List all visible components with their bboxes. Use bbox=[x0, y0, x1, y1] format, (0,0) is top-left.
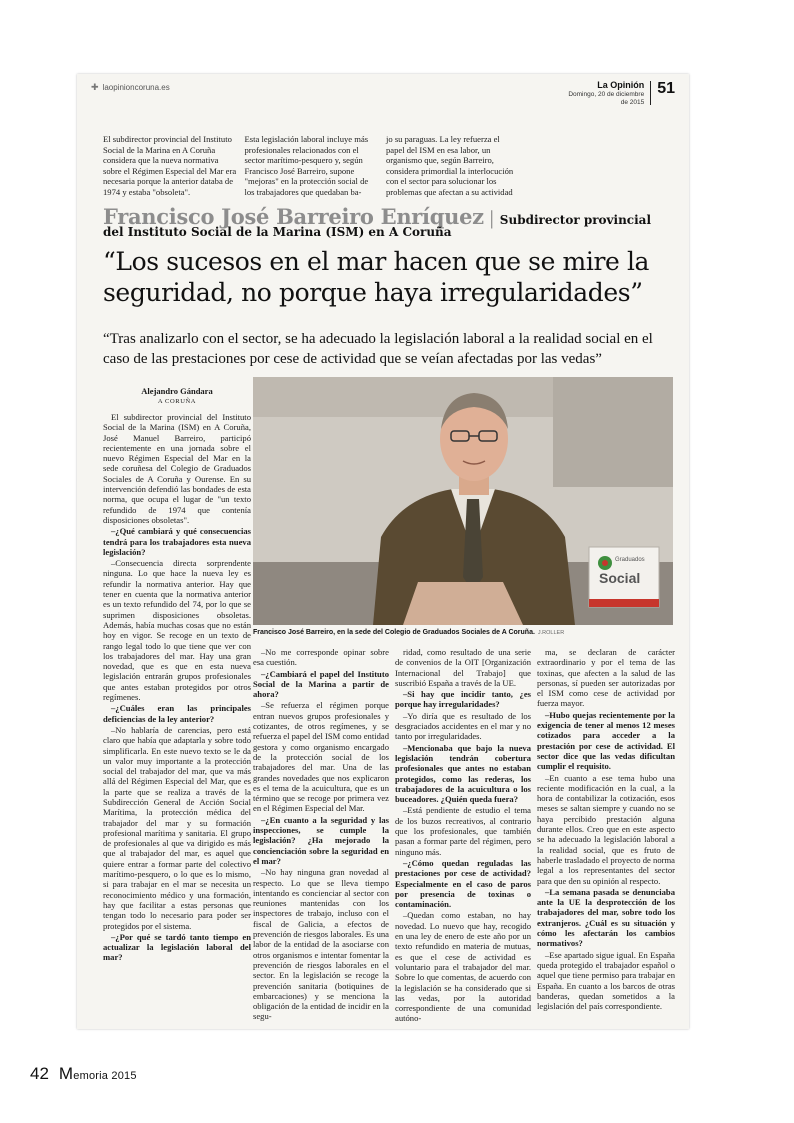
site-url bbox=[91, 82, 170, 93]
interviewee-name: Francisco José Barreiro Enríquez bbox=[103, 204, 484, 229]
body-column-4 bbox=[537, 647, 675, 1012]
interviewee-role-1: Subdirector provincial bbox=[499, 213, 652, 227]
report-title-initial: M bbox=[58, 1064, 74, 1083]
sign-small-text: Graduados bbox=[615, 557, 645, 563]
report-title bbox=[59, 1064, 137, 1084]
page-header bbox=[568, 80, 675, 107]
subheadline: “Tras analizarlo con el sector, se ha adecuado la legislación laboral a la realidad social en el caso de las prestaciones por cese de actividad que se veían afectadas por las vedas” bbox=[103, 331, 653, 367]
newspaper-brand: La Opinión bbox=[597, 80, 645, 90]
lead-intro bbox=[103, 134, 661, 198]
answer: –Se refuerza el régimen porque entran nuevos grupos profesionales y cotizantes, de otros regímenes, y se refuerza el papel del ISM como entidad gestora y como organismo encargado de la protección social de los trabajadores del mar. Una de las grandes novedades que nos explicaron es el tema de la acuicultura, que es un término que se recoge por primera vez en el Régimen Especial del Mar. bbox=[253, 700, 390, 814]
header-meta bbox=[568, 80, 644, 107]
portrait-illustration bbox=[253, 377, 673, 625]
date-line-2: de 2015 bbox=[620, 99, 645, 106]
portrait-photo bbox=[253, 377, 673, 625]
answer: ridad, como resultado de una serie de convenios de la OIT [Organización Internacional del Trabajo] que suscribió España a través de la UE. bbox=[395, 647, 531, 688]
dateline-place: A CORUÑA bbox=[157, 398, 197, 405]
answer: ma, se declaran de carácter extraordinario y por el tema de las toxinas, que afecten a la salud de las personas, sí pueden ser autorizadas por el ISM como cese de actividad por fuerza mayor. bbox=[537, 647, 675, 709]
question: –Mencionaba que bajo la nueva legislación tendrán cobertura profesionales que antes no estaban protegidos, como las rederas, los trabajadores de la acuicultura o los buceadores. ¿Quién queda fuera? bbox=[395, 742, 531, 805]
answer: –En cuanto a ese tema hubo una reciente modificación en la cual, a la hora de contabilizar la cotización, esos meses se saltan siempre y cuando no se haya percibido prestación alguna durante ellos. Creo que en este aspecto se ha adecuado la legislación laboral a la realidad social, que es fruto de haberle trasladado el proyecto de norma legal a los representantes del sector para que den su opinión al respecto. bbox=[537, 772, 675, 886]
question: –¿Por qué se tardó tanto tiempo en actualizar la legislación laboral del mar? bbox=[103, 931, 251, 963]
answer: –No hablaría de carencias, pero está claro que había que adaptarla y sobre todo simplificarla. En este nuevo texto se le da un valor muy importante a la protección social del trabajador del mar, que va más allá del Régimen Especial del Mar, que es la parte que se realiza a través de la Subdirección General de Acción Social Marítima, la protección médica del trabajador del mar y su formación profesional marítima y sanitaria. El grupo de profesionales al que va dirigido es más que al trabajador del mar, es aquel que quiere entrar a formar parte del colectivo marítimo-pesquero, o lo que es lo mismo, si para trabajar en el mar se necesita un reconocimiento médico y una formación, hay que facilitar a estas personas que tengan todo lo necesario para poder ser protegidos por el sistema. bbox=[103, 724, 251, 931]
caption-text: Francisco José Barreiro, en la sede del Colegio de Graduados Sociales de A Coruña. bbox=[253, 629, 535, 636]
paragraph: El subdirector provincial del Instituto Social de la Marina (ISM) en A Coruña, José Manuel Barreiro, participó recientemente en una jornada sobre el nuevo Régimen Especial del Mar en la sede coruñesa del Colegio de Graduados Sociales de A Coruña y Ourense. En su intervención defendió las bondades de esta norma, que ocupa el lugar de "un texto refundido de 1974 que contenía disposiciones obsoletas". bbox=[103, 412, 251, 525]
question: –¿Qué cambiará y qué consecuencias tendrá para los trabajadores esta nueva legislación? bbox=[103, 526, 251, 557]
report-page-number: 42 bbox=[30, 1064, 49, 1083]
report-footer bbox=[30, 1064, 137, 1084]
answer: –Ese apartado sigue igual. En España queda protegido el trabajador español o aquel que tiene permiso para trabajar en España. En cuanto a los barcos de otras banderas, quedan sometidos a la legislación del país correspondiente. bbox=[537, 949, 675, 1012]
plus-icon: ✚ bbox=[91, 82, 99, 92]
lead-col-4 bbox=[528, 134, 662, 198]
newspaper-page-number: 51 bbox=[657, 80, 675, 97]
newspaper-clipping bbox=[77, 74, 689, 1029]
photo-credit: J.ROLLER bbox=[537, 630, 565, 636]
body-column-3 bbox=[395, 647, 531, 1025]
header-divider bbox=[650, 81, 651, 105]
byline bbox=[103, 386, 251, 405]
headline: “Los sucesos en el mar hacen que se mire la seguridad, no porque haya irregularidades” bbox=[103, 247, 650, 307]
answer: –Está pendiente de estudio el tema de los buzos recreativos, al contrario que los profesionales, que también pasan a formar parte del régimen, pero ninguno más. bbox=[395, 805, 531, 857]
question: –¿Cambiará el papel del Instituto Social de la Marina a partir de ahora? bbox=[253, 668, 389, 700]
question: –¿Cuáles eran las principales deficiencias de la ley anterior? bbox=[103, 703, 251, 724]
lead-col-2: Esta legislación laboral incluye más profesionales relacionados con el sector marítimo-pesquero y, según Francisco José Barreiro, supone "mejoras" en la protección social de los trabajadores que quedaban ba- bbox=[244, 134, 369, 197]
answer: –No me corresponde opinar sobre esa cuestión. bbox=[253, 647, 389, 668]
photo-caption bbox=[253, 629, 673, 636]
lead-col-3: jo su paraguas. La ley refuerza el papel del ISM en esa labor, un organismo que, según Barreiro, considera primordial la interlocución con el sector para solucionar los problemas que afectan a su actividad bbox=[386, 134, 514, 197]
body-column-1 bbox=[103, 412, 251, 964]
name-separator: | bbox=[489, 207, 494, 229]
question: –Hubo quejas recientemente por la exigencia de tener al menos 12 meses cotizados para acceder a la prestación por cese de actividad. El sector dice que las vedas dificultan cumplir el requisito. bbox=[537, 709, 675, 772]
sign-text: Social bbox=[599, 570, 641, 586]
question: –¿Cómo quedan reguladas las prestaciones por cese de actividad? Especialmente en el caso de paros por presencia de toxinas o contaminación. bbox=[395, 857, 531, 910]
author: Alejandro Gándara bbox=[141, 386, 213, 396]
question: –Si hay que incidir tanto, ¿es porque hay irregularidades? bbox=[395, 689, 531, 710]
answer: –No hay ninguna gran novedad al respecto. Lo que se lleva tiempo intentando es concienciar al sector con reuniones mantenidas con los inspectores de trabajo, incluso con el fiscal de Galicia, a efectos de prevención de riesgos laborales. Es una labor de la entidad de la asociarse con otros organismos e intentar fomentar la prevención de riesgos laborales en el sector. En la legislación se recoge la prevención sanitaria (botiquines de embarcaciones) y se menciona la obligación de la entidad de incidir en la segu- bbox=[253, 867, 389, 1022]
report-title-rest: emoria 2015 bbox=[73, 1070, 137, 1082]
date-line-1: Domingo, 20 de diciembre bbox=[568, 91, 645, 98]
answer: –Yo diría que es resultado de los desgraciados accidentes en el mar y no tanto por irregularidades. bbox=[395, 710, 531, 742]
question: –La semana pasada se denunciaba ante la UE la desprotección de los trabajadores del mar, sobre todo los extranjeros. ¿Cuál es su situación y cómo les afectarán los cambios normativos? bbox=[537, 886, 675, 949]
body-column-2 bbox=[253, 647, 389, 1023]
lead-col-1: El subdirector provincial del Instituto Social de la Marina en A Coruña considera que la nueva normativa sobre el Régimen Especial del Mar era necesaria porque la anterior databa de 1974 y estaba "obsoleta". bbox=[103, 134, 237, 197]
answer: –Consecuencia directa sorprendente ninguna. Lo que hace la nueva ley es refundir la normativa anterior. Hay que tener en cuenta que la normativa anterior es un texto refundido del 74, por lo que se suprimen disposiciones obsoletas. Además, había muchas cosas que no están hoy en vigor. Se recoge en un texto de rango legal todo lo que tiene que ver con los trabajadores del mar. Hay una gran novedad, que es que en esta nueva legislación entrarán grupos profesionales que antes estaban protegidos por otros regímenes. bbox=[103, 558, 251, 703]
site-url-text: laopinioncoruna.es bbox=[102, 83, 170, 92]
interviewee-role-2: del Instituto Social de la Marina (ISM) en A Coruña bbox=[103, 225, 452, 239]
question: –¿En cuanto a la seguridad y las inspecciones, se cumple la legislación? ¿Ha mejorado la concienciación sobre la seguridad en el mar? bbox=[253, 814, 389, 866]
answer: –Quedan como estaban, no hay novedad. Lo nuevo que hay, recogido en una ley de enero de este año por un texto refundido en materia de mutuas, es que el cese de actividad es voluntario para el trabajador del mar. Sobre lo que comentas, de acuerdo con la legislación se ha considerado que si las vedas, por la autoridad correspondiente de una comunidad autóno- bbox=[395, 910, 531, 1024]
